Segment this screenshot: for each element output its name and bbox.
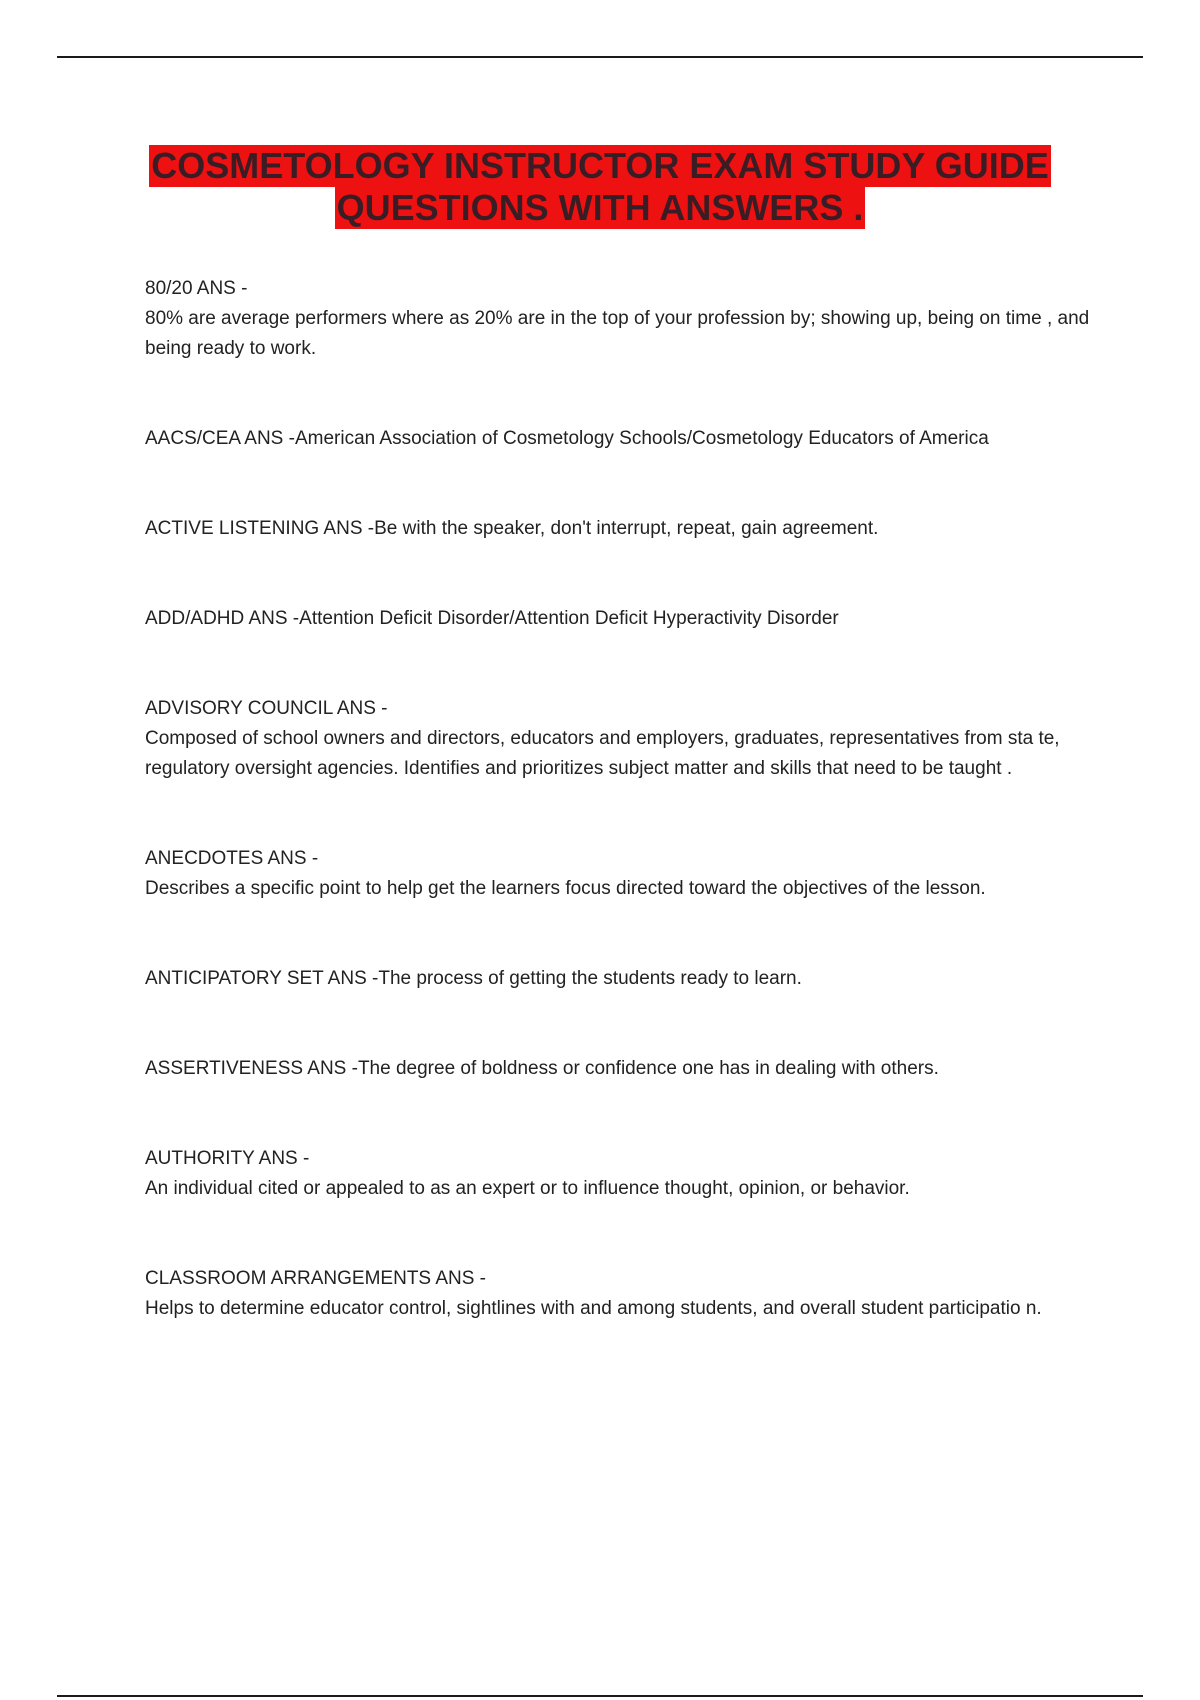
entry-answer: Composed of school owners and directors, educators and employers, graduates, representatives from sta te, regulatory oversight agencies. Identifies and prioritizes subject matter and skills that need to be taught . [145,728,1060,779]
entry-answer: American Association of Cosmetology Schools/Cosmetology Educators of America [294,428,989,449]
qa-entry [145,1264,1095,1324]
entry-answer: Attention Deficit Disorder/Attention Deficit Hyperactivity Disorder [299,608,839,629]
qa-list [145,274,1095,1324]
entry-answer: The process of getting the students ready to learn. [378,968,802,989]
footer-rule [57,1695,1143,1697]
entry-answer: 80% are average performers where as 20% are in the top of your profession by; showing up, being on time , and being ready to work. [145,308,1090,359]
qa-entry [145,1054,1095,1084]
entry-answer: The degree of boldness or confidence one has in dealing with others. [357,1058,939,1079]
qa-entry [145,274,1095,364]
qa-entry [145,964,1095,994]
entry-term: ACTIVE LISTENING ANS - [145,518,375,539]
document-title [0,145,1200,229]
entry-term: ASSERTIVENESS ANS - [145,1058,358,1079]
qa-entry [145,844,1095,904]
entry-answer: Describes a specific point to help get the learners focus directed toward the objectives of the lesson. [145,878,986,899]
qa-entry [145,604,1095,634]
qa-entry [145,424,1095,454]
entry-term: 80/20 ANS - [145,278,248,299]
entry-term: ANTICIPATORY SET ANS - [145,968,379,989]
entry-term: ADVISORY COUNCIL ANS - [145,698,388,719]
title-line-1: COSMETOLOGY INSTRUCTOR EXAM STUDY GUIDE [151,145,1049,186]
entry-term: ADD/ADHD ANS - [145,608,300,629]
entry-answer: An individual cited or appealed to as an expert or to influence thought, opinion, or behavior. [145,1178,910,1199]
qa-entry [145,1144,1095,1204]
qa-entry [145,694,1095,784]
entry-term: ANECDOTES ANS - [145,848,319,869]
entry-term: CLASSROOM ARRANGEMENTS ANS - [145,1268,487,1289]
header-rule [57,56,1143,58]
entry-answer: Be with the speaker, don't interrupt, repeat, gain agreement. [374,518,879,539]
entry-term: AACS/CEA ANS - [145,428,295,449]
entry-answer: Helps to determine educator control, sightlines with and among students, and overall student participatio n. [145,1298,1042,1319]
qa-entry [145,514,1095,544]
entry-term: AUTHORITY ANS - [145,1148,310,1169]
title-line-2: QUESTIONS WITH ANSWERS . [336,187,864,228]
